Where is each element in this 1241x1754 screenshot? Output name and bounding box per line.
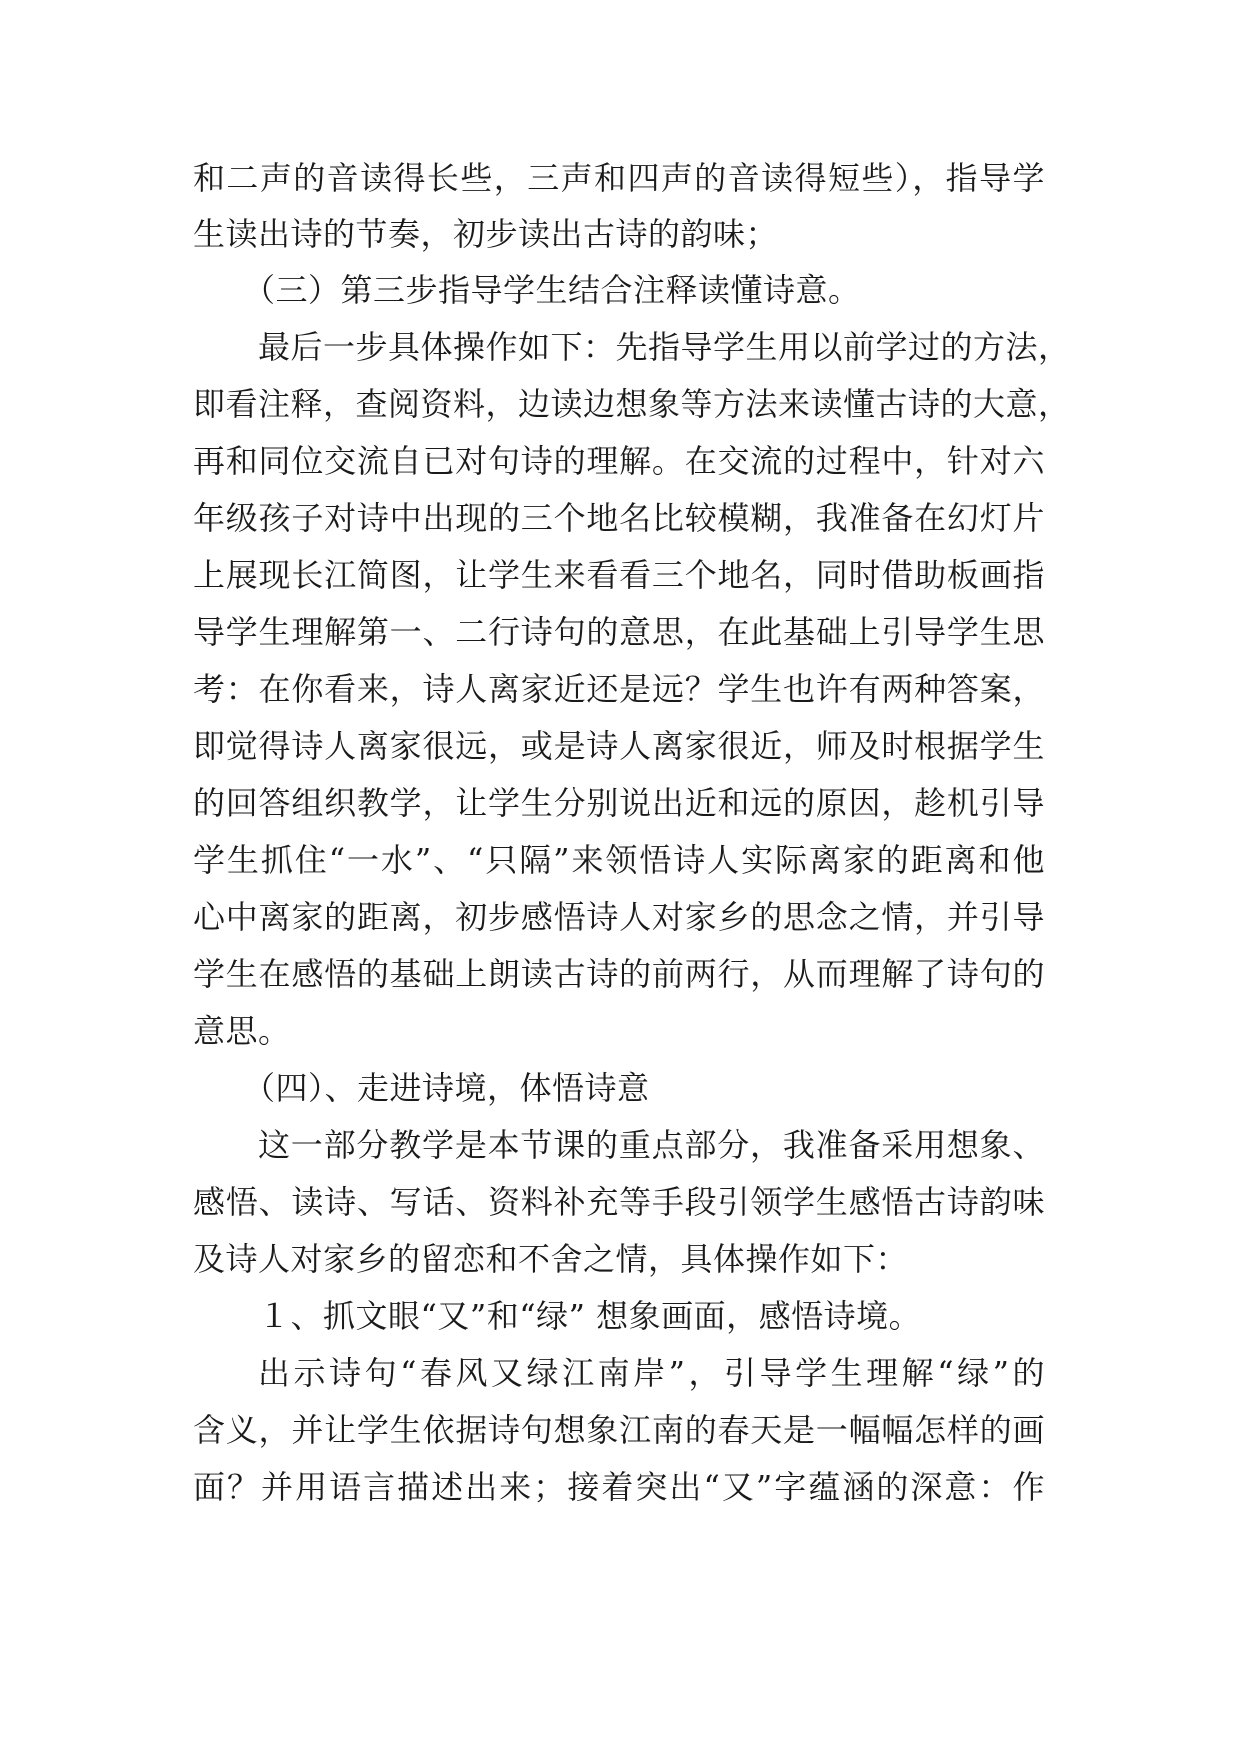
text-line: 生读出诗的节奏，初步读出古诗的韵味；	[193, 215, 779, 253]
section-heading: （四）、走进诗境，体悟诗意	[243, 1069, 650, 1107]
text-line: 学生抓住“一水”、“只隔”来领悟诗人实际离家的距离和他	[193, 841, 1045, 879]
text-line: 感悟、读诗、写话、资料补充等手段引领学生感悟古诗韵味	[193, 1183, 1045, 1221]
text-line: 年级孩子对诗中出现的三个地名比较模糊，我准备在幻灯片	[193, 499, 1045, 537]
text-line: 意思。	[193, 1012, 291, 1050]
text-line: 心中离家的距离，初步感悟诗人对家乡的思念之情，并引导	[193, 898, 1045, 936]
text-line: 的回答组织教学，让学生分别说出近和远的原因，趁机引导	[193, 784, 1045, 822]
section-heading: （三）第三步指导学生结合注释读懂诗意。	[243, 271, 861, 309]
text-line: 再和同位交流自已对句诗的理解。在交流的过程中，针对六	[193, 442, 1045, 480]
subsection-heading: １、抓文眼“又”和“绿” 想象画面，感悟诗境。	[258, 1297, 922, 1335]
text-line: 含义，并让学生依据诗句想象江南的春天是一幅幅怎样的画	[193, 1411, 1045, 1449]
text-line: 考：在你看来，诗人离家近还是远？学生也许有两种答案，	[193, 670, 1045, 708]
text-line: 面？并用语言描述出来；接着突出“又”字蕴涵的深意：作	[193, 1468, 1045, 1506]
text-line: 上展现长江简图，让学生来看看三个地名，同时借助板画指	[193, 556, 1045, 594]
text-line: 学生在感悟的基础上朗读古诗的前两行，从而理解了诗句的	[193, 955, 1045, 993]
text-line: 即看注释，查阅资料，边读边想象等方法来读懂古诗的大意，	[193, 385, 1071, 423]
paragraph-first-line: 这一部分教学是本节课的重点部分，我准备采用想象、	[258, 1126, 1045, 1164]
text-line: 和二声的音读得长些，三声和四声的音读得短些），指导学	[193, 159, 1045, 197]
paragraph-first-line: 出示诗句“春风又绿江南岸”，引导学生理解“绿”的	[258, 1354, 1045, 1392]
text-line: 即觉得诗人离家很远，或是诗人离家很近，师及时根据学生	[193, 727, 1045, 765]
text-line: 及诗人对家乡的留恋和不舍之情，具体操作如下：	[193, 1240, 909, 1278]
paragraph-first-line: 最后一步具体操作如下：先指导学生用以前学过的方法，	[258, 328, 1071, 366]
text-line: 导学生理解第一、二行诗句的意思，在此基础上引导学生思	[193, 613, 1045, 651]
